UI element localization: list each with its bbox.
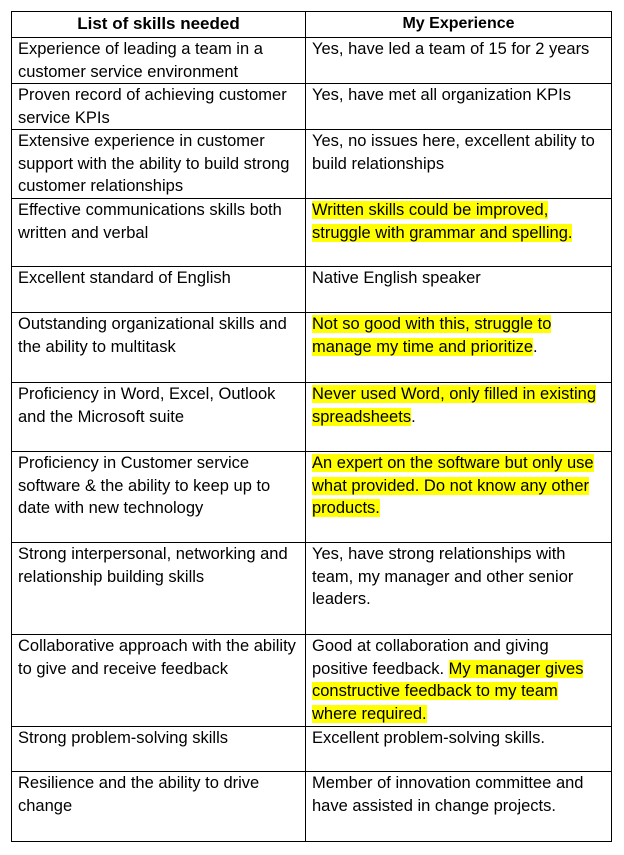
experience-cell — [306, 635, 612, 727]
experience-text: Yes, no issues here, excellent ability to build relationships — [312, 132, 595, 173]
table-row — [12, 635, 612, 727]
table-row — [12, 267, 612, 313]
skill-cell: Excellent standard of English — [12, 267, 306, 313]
experience-text: Yes, have strong relationships with team, my manager and other senior leaders. — [312, 545, 574, 608]
experience-cell — [306, 267, 612, 313]
skills-table — [11, 11, 612, 842]
experience-cell — [306, 38, 612, 84]
skill-cell: Effective communications skills both written and verbal — [12, 199, 306, 267]
experience-cell — [306, 772, 612, 842]
experience-text: Member of innovation committee and have assisted in change projects. — [312, 774, 584, 815]
experience-text: Yes, have led a team of 15 for 2 years — [312, 40, 590, 58]
skill-cell: Strong problem-solving skills — [12, 727, 306, 772]
table-row — [12, 383, 612, 452]
experience-tail: . — [411, 407, 416, 426]
skill-cell: Collaborative approach with the ability to give and receive feedback — [12, 635, 306, 727]
skill-cell: Extensive experience in customer support with the ability to build strong customer relationships — [12, 130, 306, 199]
table-row — [12, 727, 612, 772]
skill-cell: Proficiency in Customer service software & the ability to keep up to date with new technology — [12, 452, 306, 543]
table-row — [12, 130, 612, 199]
skill-cell: Proven record of achieving customer service KPIs — [12, 84, 306, 130]
experience-highlight: An expert on the software but only use what provided. Do not know any other products. — [312, 454, 594, 517]
header-experience: My Experience — [306, 12, 612, 38]
table-row — [12, 313, 612, 383]
header-row — [12, 12, 612, 38]
experience-highlight: Never used Word, only filled in existing spreadsheets — [312, 385, 596, 426]
experience-cell — [306, 199, 612, 267]
skill-cell: Proficiency in Word, Excel, Outlook and the Microsoft suite — [12, 383, 306, 452]
table-row — [12, 452, 612, 543]
experience-cell — [306, 313, 612, 383]
table-row — [12, 199, 612, 267]
skill-cell: Strong interpersonal, networking and relationship building skills — [12, 543, 306, 635]
experience-highlight: Written skills could be improved, struggle with grammar and spelling. — [312, 201, 573, 242]
table-row — [12, 772, 612, 842]
experience-cell — [306, 727, 612, 772]
table-row — [12, 543, 612, 635]
header-skills: List of skills needed — [12, 12, 306, 38]
skill-cell: Outstanding organizational skills and the ability to multitask — [12, 313, 306, 383]
experience-cell — [306, 84, 612, 130]
experience-text: Good at collaboration and giving positive feedback. — [312, 637, 549, 678]
skill-cell: Experience of leading a team in a customer service environment — [12, 38, 306, 84]
experience-text: Yes, have met all organization KPIs — [312, 86, 571, 104]
experience-cell — [306, 452, 612, 543]
experience-cell — [306, 543, 612, 635]
experience-cell — [306, 130, 612, 199]
experience-tail: . — [533, 337, 538, 356]
table-row — [12, 38, 612, 84]
experience-text: Native English speaker — [312, 269, 481, 287]
table-row — [12, 84, 612, 130]
experience-highlight: My manager gives constructive feedback to my team where required. — [312, 659, 584, 723]
experience-cell — [306, 383, 612, 452]
experience-highlight: Not so good with this, struggle to manage my time and prioritize — [312, 315, 552, 356]
experience-text: Excellent problem-solving skills. — [312, 729, 545, 747]
skill-cell: Resilience and the ability to drive change — [12, 772, 306, 842]
